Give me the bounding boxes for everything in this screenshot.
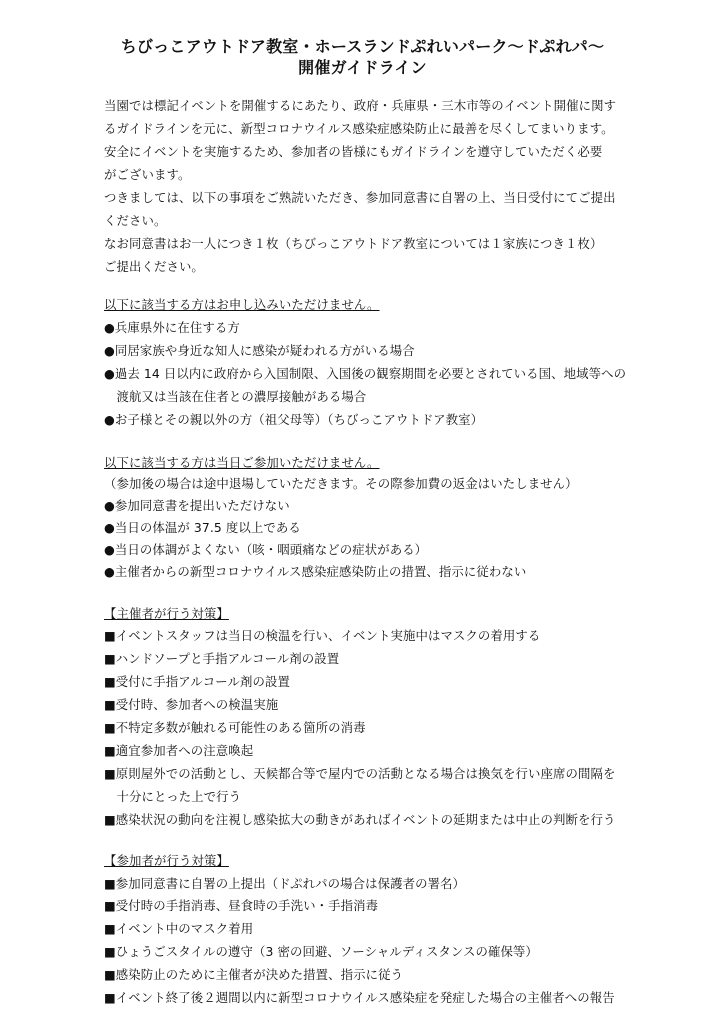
- intro-line: 当園では標記イベントを開催するにあたり、政府・兵庫県・三木市等のイベント開催に関す: [104, 98, 617, 113]
- list-item: ■イベント中のマスク着用: [104, 921, 254, 936]
- intro-line: なお同意書はお一人につき１枚（ちびっこアウトドア教室については１家族につき１枚）: [104, 236, 603, 251]
- list-item: ■イベント終了後２週間以内に新型コロナウイルス感染症を発症した場合の主催者への報告: [104, 990, 615, 1005]
- list-item: ●同居家族や身近な知人に感染が疑われる方がいる場合: [104, 343, 415, 358]
- list-item: ●お子様とその親以外の方（祖父母等）（ちびっこアウトドア教室）: [104, 412, 484, 427]
- list-item: ■ひょうごスタイルの遵守（3 密の回避、ソーシャルディスタンスの確保等）: [104, 944, 538, 959]
- section-heading-no-apply: 以下に該当する方はお申し込みいただけません。: [104, 297, 380, 312]
- list-item: ●兵庫県外に在住する方: [104, 320, 240, 335]
- list-item: ■受付に手指アルコール剤の設置: [104, 674, 290, 689]
- list-item: ■感染防止のために主催者が決めた措置、指示に従う: [104, 967, 404, 982]
- section-heading-participant: 【参加者が行う対策】: [104, 853, 229, 868]
- list-item: ●主催者からの新型コロナウイルス感染症感染防止の措置、指示に従わない: [104, 564, 527, 579]
- intro-line: るガイドラインを元に、新型コロナウイルス感染症感染防止に最善を尽くしてまいります。: [104, 121, 614, 136]
- list-item: ●過去 14 日以内に政府から入国制限、入国後の観察期間を必要とされている国、地域等への: [104, 366, 627, 381]
- list-item: 十分にとった上で行う: [104, 789, 242, 804]
- list-item: （参加後の場合は途中退場していただきます。その際参加費の返金はいたしません）: [104, 476, 578, 491]
- list-item: ■原則屋外での活動とし、天候都合等で屋内での活動となる場合は換気を行い座席の間隔を: [104, 766, 616, 781]
- title-line-2: 開催ガイドライン: [298, 58, 427, 77]
- list-item: ■感染状況の動向を注視し感染拡大の動きがあればイベントの延期または中止の判断を行う: [104, 812, 616, 827]
- list-item: ■適宜参加者への注意喚起: [104, 743, 254, 758]
- intro-line: ください。: [104, 213, 167, 228]
- list-item: ●当日の体調がよくない（咳・咽頭痛などの症状がある）: [104, 542, 428, 557]
- intro-line: つきましては、以下の事項をご熟読いただき、参加同意書に自署の上、当日受付にてご提出: [104, 190, 616, 205]
- list-item: ■不特定多数が触れる可能性のある箇所の消毒: [104, 720, 366, 735]
- intro-line: 安全にイベントを実施するため、参加者の皆様にもガイドラインを遵守していただく必要: [104, 144, 603, 159]
- section-heading-no-join: 以下に該当する方は当日ご参加いただけません。: [104, 455, 380, 470]
- list-item: 渡航又は当該在住者との濃厚接触がある場合: [104, 389, 367, 404]
- title-line-1: ちびっこアウトドア教室・ホースランドぷれいパーク～ドぷれパ～: [120, 37, 605, 56]
- section-heading-organizer: 【主催者が行う対策】: [104, 606, 229, 621]
- list-item: ●当日の体温が 37.5 度以上である: [104, 520, 301, 535]
- list-item: ●参加同意書を提出いただけない: [104, 498, 290, 513]
- intro-line: がございます。: [104, 167, 191, 182]
- intro-line: ご提出ください。: [104, 259, 204, 274]
- list-item: ■イベントスタッフは当日の検温を行い、イベント実施中はマスクの着用する: [104, 628, 541, 643]
- list-item: ■参加同意書に自署の上提出（ドぷれパの場合は保護者の署名）: [104, 876, 466, 891]
- list-item: ■ハンドソープと手指アルコール剤の設置: [104, 651, 340, 666]
- list-item: ■受付時、参加者への検温実施: [104, 697, 279, 712]
- list-item: ■受付時の手指消毒、昼食時の手洗い・手指消毒: [104, 898, 379, 913]
